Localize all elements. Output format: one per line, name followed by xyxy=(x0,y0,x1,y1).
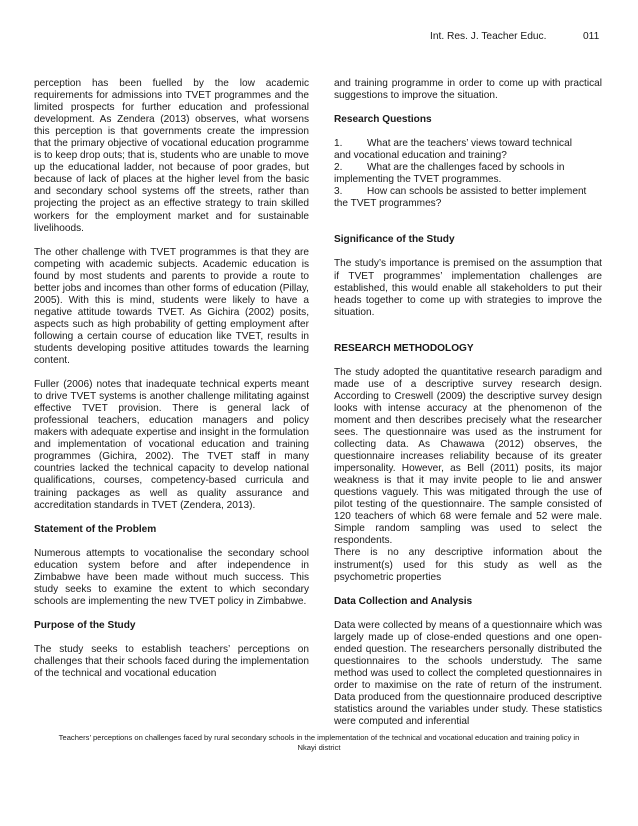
paragraph: The other challenge with TVET programmes is that they are competing with academic subjects. Academic education is found by most students and parents to provide a route to better jobs and incomes than other forms of education (Pillay, 2005). With this is mind, students were likely to have a negative attitude towards TVET. As Gichira (2002) posits, aspects such as high probability of getting employment after following a certain course of education like TVET, results in students developing positive attitudes towards the learning content. xyxy=(34,246,309,367)
section-heading-data: Data Collection and Analysis xyxy=(334,595,473,607)
paragraph: The study’s importance is premised on the assumption that if TVET programmes’ implementation challenges are established, this would enable all stakeholders to put their heads together to come up with strategies to improve the situation. xyxy=(334,258,602,318)
section-heading-methodology: RESEARCH METHODOLOGY xyxy=(334,342,474,354)
paragraph: Numerous attempts to vocationalise the secondary school education system before and after independence in Zimbabwe have been made without much success. This study seeks to examine the extent to which secondary schools are implementing the new TVET policy in Zimbabwe. xyxy=(34,547,309,607)
paragraph: The study adopted the quantitative research paradigm and made use of a descriptive survey research design. According to Creswell (2009) the descriptive survey design looks with intense accuracy at the phenomenon of the moment and then describes precisely what the researcher sees. The questionnaire was used as the instrument for collecting data. As Chawawa (2012) observes, the questionnaire increases reliability because of its greater impersonality. However, as Bell (2011) posits, its major weakness is that it may invite people to lie and answer questions vaguely. This was mitigated through the use of pilot testing of the questionnaire. The sample consisted of 120 teachers of which 68 were female and 52 were male. Simple random sampling was used to select the respondents. xyxy=(334,366,602,547)
list-item xyxy=(334,162,602,174)
paragraph: perception has been fuelled by the low academic requirements for admissions into TVET programmes and the limited prospects for further education and professional development. As Zendera (2013) observes, what worsens this perception is that governments create the impression that the primary objective of vocational education programme is to keep drop outs; that is, students who are unable to move up the educational ladder, not because of poor grades, but because of lack of places at the higher level from the basic and secondary school systems off the streets, rather than projecting the project as an effective strategy to train skilled workers for the employment market and for sustainable livelihoods. xyxy=(34,78,309,234)
paragraph: and training programme in order to come up with practical suggestions to improve the situation. xyxy=(334,78,602,102)
section-heading-significance: Significance of the Study xyxy=(334,234,455,246)
paragraph: The study seeks to establish teachers’ perceptions on challenges that their schools faced during the implementation of the technical and vocational education xyxy=(34,643,309,680)
question-number: 2. xyxy=(334,162,343,174)
running-header xyxy=(0,31,638,45)
question-text-cont: the TVET programmes? xyxy=(334,198,442,210)
list-item xyxy=(334,138,602,150)
question-number: 1. xyxy=(334,138,343,150)
question-text: How can schools be assisted to better implement xyxy=(367,186,587,198)
question-text-cont: and vocational education and training? xyxy=(334,150,507,162)
section-heading-questions: Research Questions xyxy=(334,114,432,126)
research-questions-list xyxy=(334,138,602,210)
question-number: 3. xyxy=(334,186,343,198)
running-footer xyxy=(34,733,604,753)
paragraph: Fuller (2006) notes that inadequate technical experts meant to drive TVET systems is another challenge militating against effective TVET provision. There is general lack of professional teachers, education managers and policy makers with adequate expertise and insight in the formulation and implementation of vocational education and training programmes (Gichira, 2002). The TVET staff in many countries lacked the technical capacity to develop national qualifications, courses, competency-based curricula and training packages as well as quality assurance and accreditation standards in TVET (Zendera, 2013). xyxy=(34,379,309,511)
paragraph: There is no any descriptive information about the instrument(s) used for this study as well as the psychometric properties xyxy=(334,547,602,583)
left-column xyxy=(34,78,309,680)
page-number: 011 xyxy=(583,31,600,42)
footer-line: Nkayi district xyxy=(297,743,341,752)
journal-name: Int. Res. J. Teacher Educ. xyxy=(430,31,547,42)
section-heading-statement: Statement of the Problem xyxy=(34,523,157,535)
question-text-cont: implementing the TVET programmes. xyxy=(334,174,502,186)
section-heading-purpose: Purpose of the Study xyxy=(34,619,136,631)
question-text: What are the challenges faced by schools in xyxy=(367,162,565,174)
footer-line: Teachers’ perceptions on challenges faced by rural secondary schools in the implementation of the technical and vocational education and training policy in xyxy=(58,733,580,742)
paragraph: Data were collected by means of a questionnaire which was largely made up of close-ended questions and one open-ended question. The researchers personally distributed the questionnaires to the schools understudy. The same method was used to collect the completed questionnaires in order to maximise on the rate of return of the instrument. Data produced from the questionnaire produced descriptive statistics around the variables under study. These statistics were computed and inferential xyxy=(334,619,602,728)
question-text: What are the teachers’ views toward technical xyxy=(367,138,572,150)
right-column xyxy=(334,78,602,728)
list-item xyxy=(334,186,602,198)
